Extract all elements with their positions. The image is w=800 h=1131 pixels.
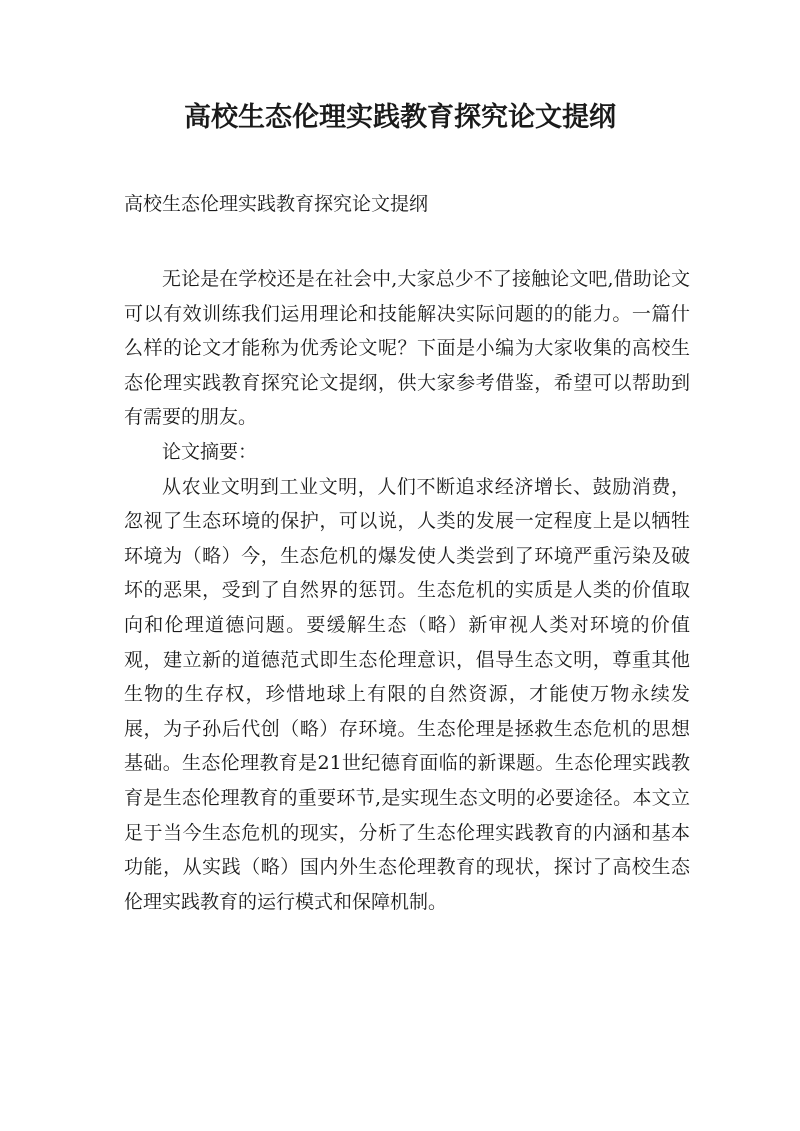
abstract-paragraph: 从农业文明到工业文明，人们不断追求经济增长、鼓励消费，忽视了生态环境的保护，可以说，人类的发展一定程度上是以牺牲环境为（略）今，生态危机的爆发使人类尝到了环境严重污染及破坏的恶果，受到了自然界的惩罚。生态危机的实质是人类的价值取向和伦理道德问题。要缓解生态（略）新审视人类对环境的价值观，建立新的道德范式即生态伦理意识，倡导生态文明，尊重其他生物的生存权，珍惜地球上有限的自然资源，才能使万物永续发展，为子孙后代创（略）存环境。生态伦理是拯救生态危机的思想基础。生态伦理教育是21世纪德育面临的新课题。生态伦理实践教育是生态伦理教育的重要环节,是实现生态文明的必要途径。本文立足于当今生态危机的现实，分析了生态伦理实践教育的内涵和基本功能，从实践（略）国内外生态伦理教育的现状，探讨了高校生态伦理实践教育的运行模式和保障机制。 <box>124 475 690 913</box>
intro-paragraph: 无论是在学校还是在社会中,大家总少不了接触论文吧,借助论文可以有效训练我们运用理论和技能解决实际问题的的能力。一篇什么样的论文才能称为优秀论文呢？下面是小编为大家收集的高校生态伦理实践教育探究论文提纲，供大家参考借鉴，希望可以帮助到有需要的朋友。 <box>124 268 690 429</box>
document-body <box>124 262 690 919</box>
abstract-heading: 论文摘要： <box>162 440 258 463</box>
document-subtitle: 高校生态伦理实践教育探究论文提纲 <box>124 193 429 215</box>
document-title: 高校生态伦理实践教育探究论文提纲 <box>184 102 616 133</box>
